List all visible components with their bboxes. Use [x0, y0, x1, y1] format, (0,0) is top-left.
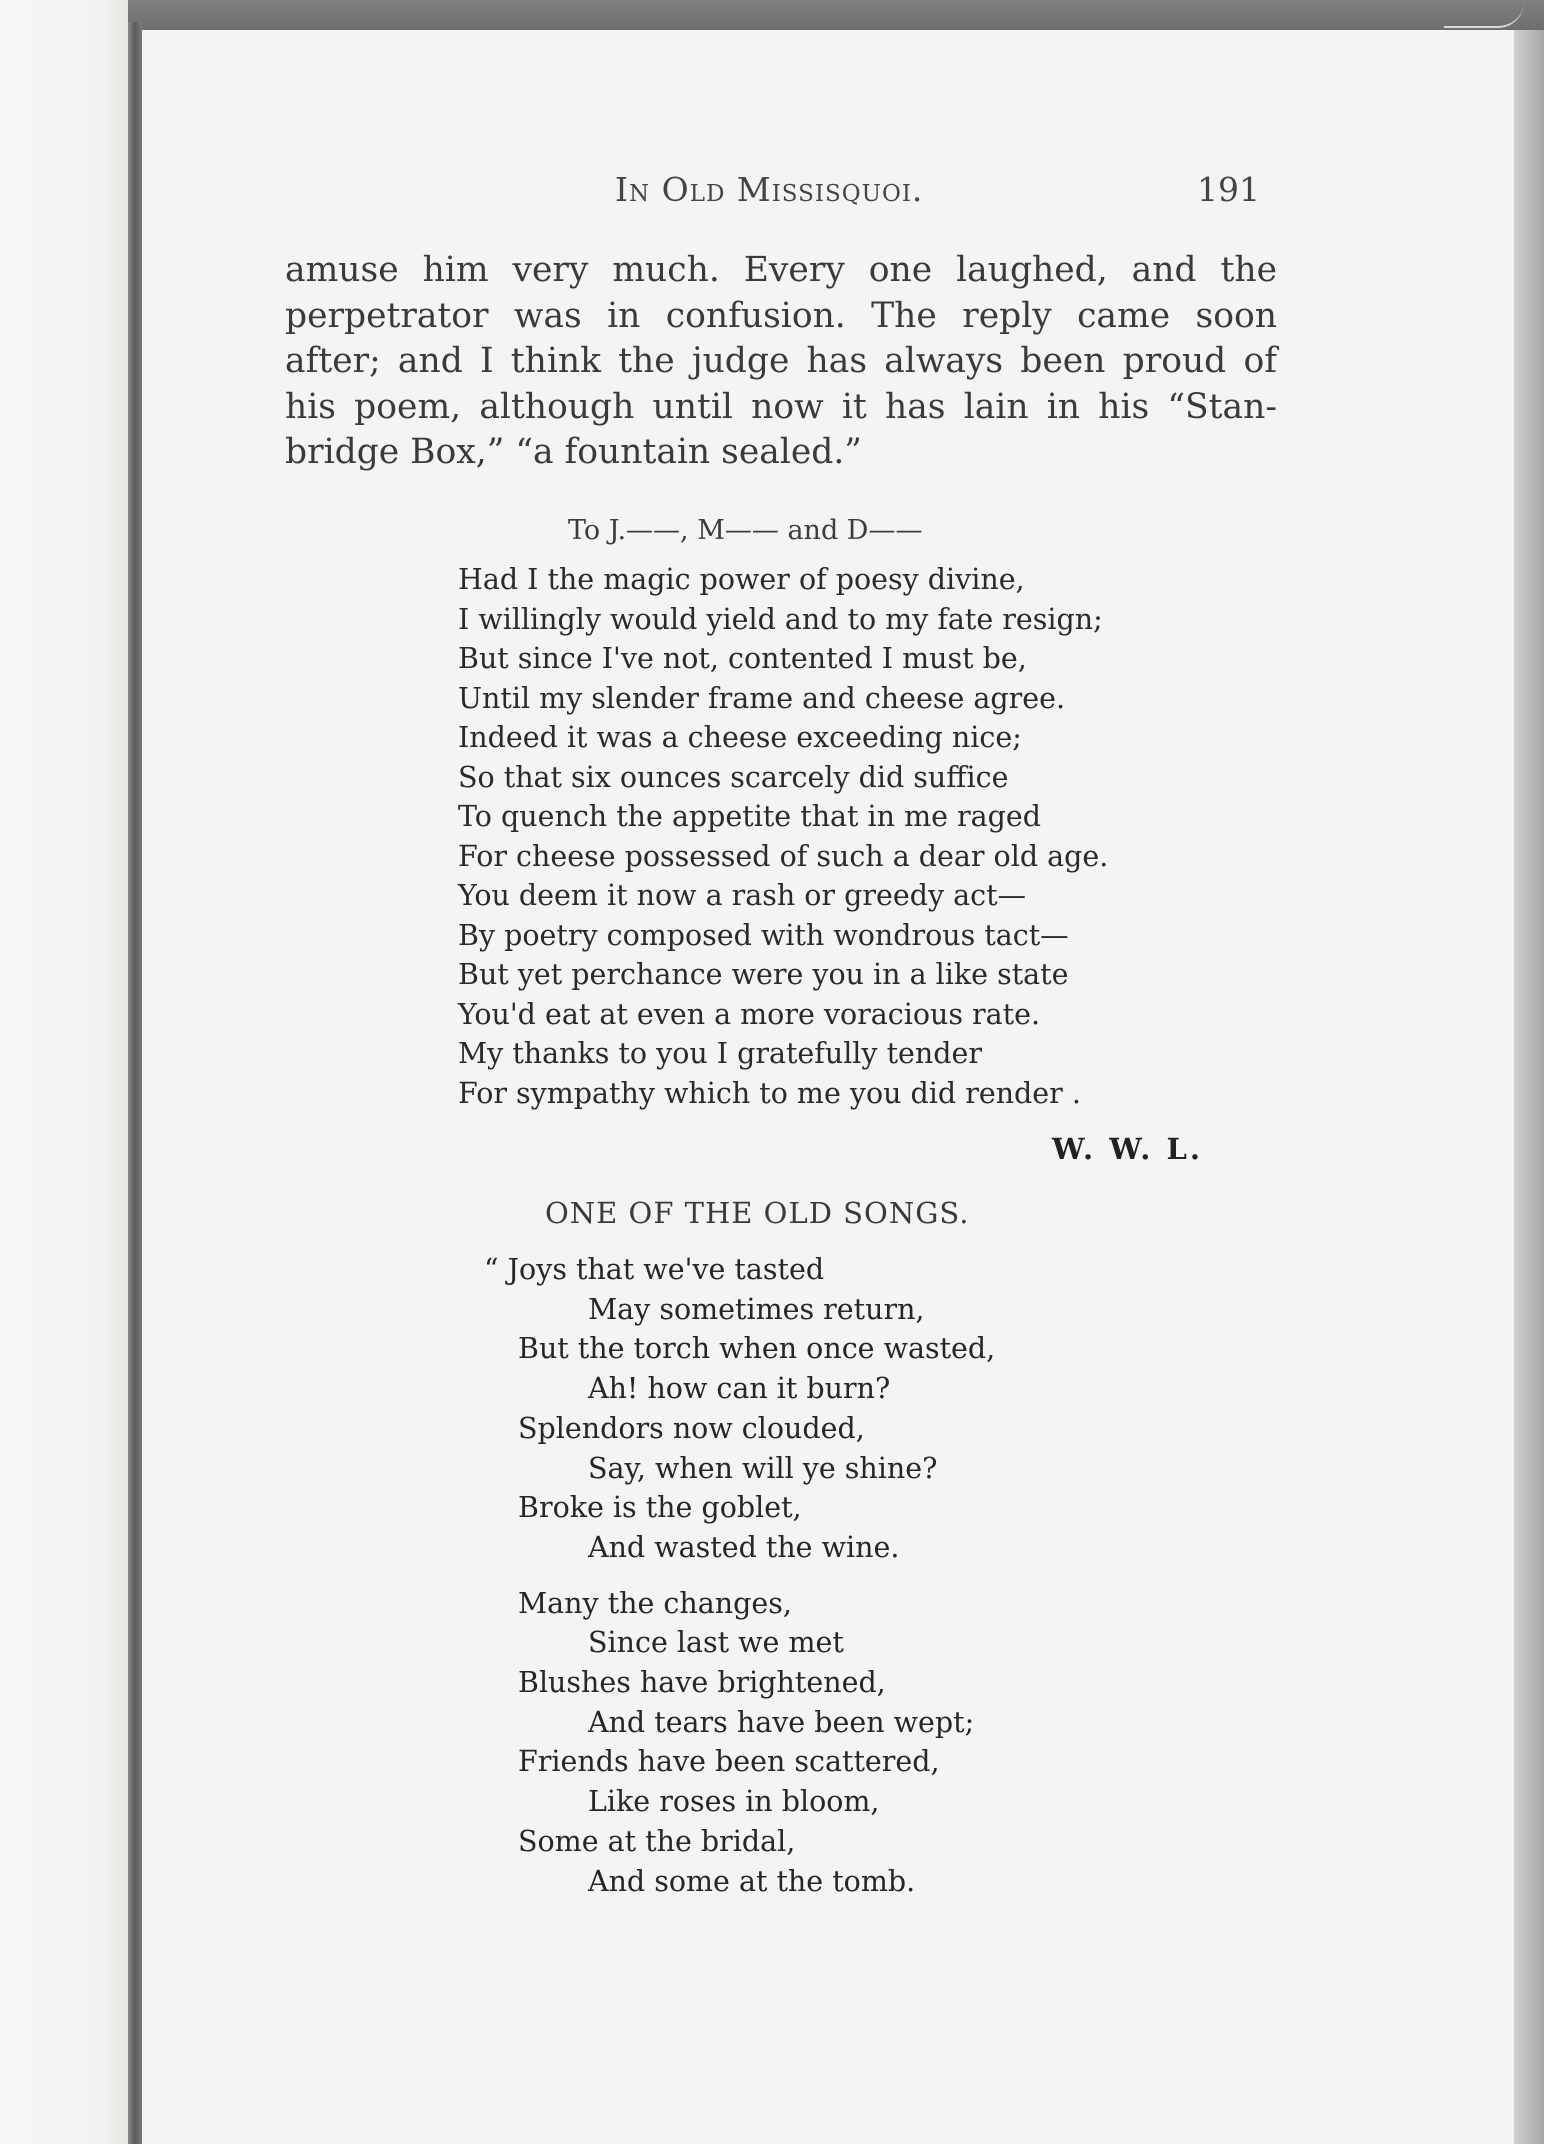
prose-line: after; and I think the judge has always been proud of	[285, 341, 1277, 381]
poem-line: So that six ounces scarcely did suffice	[458, 760, 1009, 794]
poem-line: You deem it now a rash or greedy act—	[458, 879, 1027, 912]
running-head: In Old Missisquoi.	[615, 170, 924, 209]
poem-line: Had I the magic power of poesy divine,	[458, 563, 1025, 596]
poem-line: For sympathy which to me you did render .	[458, 1076, 1081, 1110]
song-line: Many the changes,	[518, 1586, 792, 1620]
song-line: Some at the bridal,	[518, 1824, 796, 1858]
page-right-edge	[1514, 30, 1544, 2144]
prose-line: his poem, although until now it has lain in his “Stan-	[285, 386, 1277, 427]
song-line: Broke is the goblet,	[518, 1491, 802, 1525]
poem-line: I willingly would yield and to my fate resign;	[458, 602, 1103, 636]
song-line: Friends have been scattered,	[518, 1745, 940, 1779]
song-line: Since last we met	[588, 1626, 844, 1660]
song-line: Like roses in bloom,	[588, 1785, 880, 1819]
poem-signature: W. W. L.	[1052, 1132, 1203, 1166]
song-line: And tears have been wept;	[588, 1705, 975, 1739]
song-line: And wasted the wine.	[588, 1530, 900, 1564]
poem-line: You'd eat at even a more voracious rate.	[458, 997, 1041, 1031]
prose-line: bridge Box,” “a fountain sealed.”	[285, 432, 862, 472]
prose-line: amuse him very much. Every one laughed, and the	[285, 250, 1277, 290]
facing-page-margin	[0, 0, 128, 2144]
song-line: Say, when will ye shine?	[588, 1451, 938, 1485]
poem-line: For cheese possessed of such a dear old age.	[458, 839, 1109, 873]
poem-line: Indeed it was a cheese exceeding nice;	[458, 721, 1022, 754]
song-line: Blushes have brightened,	[518, 1666, 886, 1700]
song-line: But the torch when once wasted,	[518, 1332, 996, 1366]
poem-line: By poetry composed with wondrous tact—	[458, 918, 1069, 952]
song-line: And some at the tomb.	[588, 1864, 916, 1898]
book-gutter	[128, 22, 142, 2144]
song-body	[484, 1250, 996, 1901]
song-line: “ Joys that we've tasted	[484, 1253, 825, 1286]
song-title: ONE OF THE OLD SONGS.	[545, 1196, 970, 1230]
page-number: 191	[1197, 170, 1260, 209]
poem-line: But yet perchance were you in a like state	[458, 958, 1069, 991]
song-line: Splendors now clouded,	[518, 1411, 865, 1445]
poem-title: To J.——, M—— and D——	[568, 515, 923, 546]
scan-top-edge	[128, 0, 1544, 30]
poem-line: My thanks to you I gratefully tender	[458, 1037, 982, 1070]
song-line: May sometimes return,	[588, 1292, 925, 1326]
prose-line: perpetrator was in confusion. The reply came soon	[285, 295, 1277, 336]
poem-line: But since I've not, contented I must be,	[458, 642, 1027, 675]
poem-line: Until my slender frame and cheese agree.	[458, 681, 1066, 715]
poem-line: To quench the appetite that in me raged	[458, 800, 1041, 833]
prose-paragraph	[285, 248, 1277, 476]
song-line: Ah! how can it burn?	[588, 1372, 891, 1406]
stanza-break	[518, 1568, 995, 1584]
poem-body	[458, 560, 1108, 1113]
